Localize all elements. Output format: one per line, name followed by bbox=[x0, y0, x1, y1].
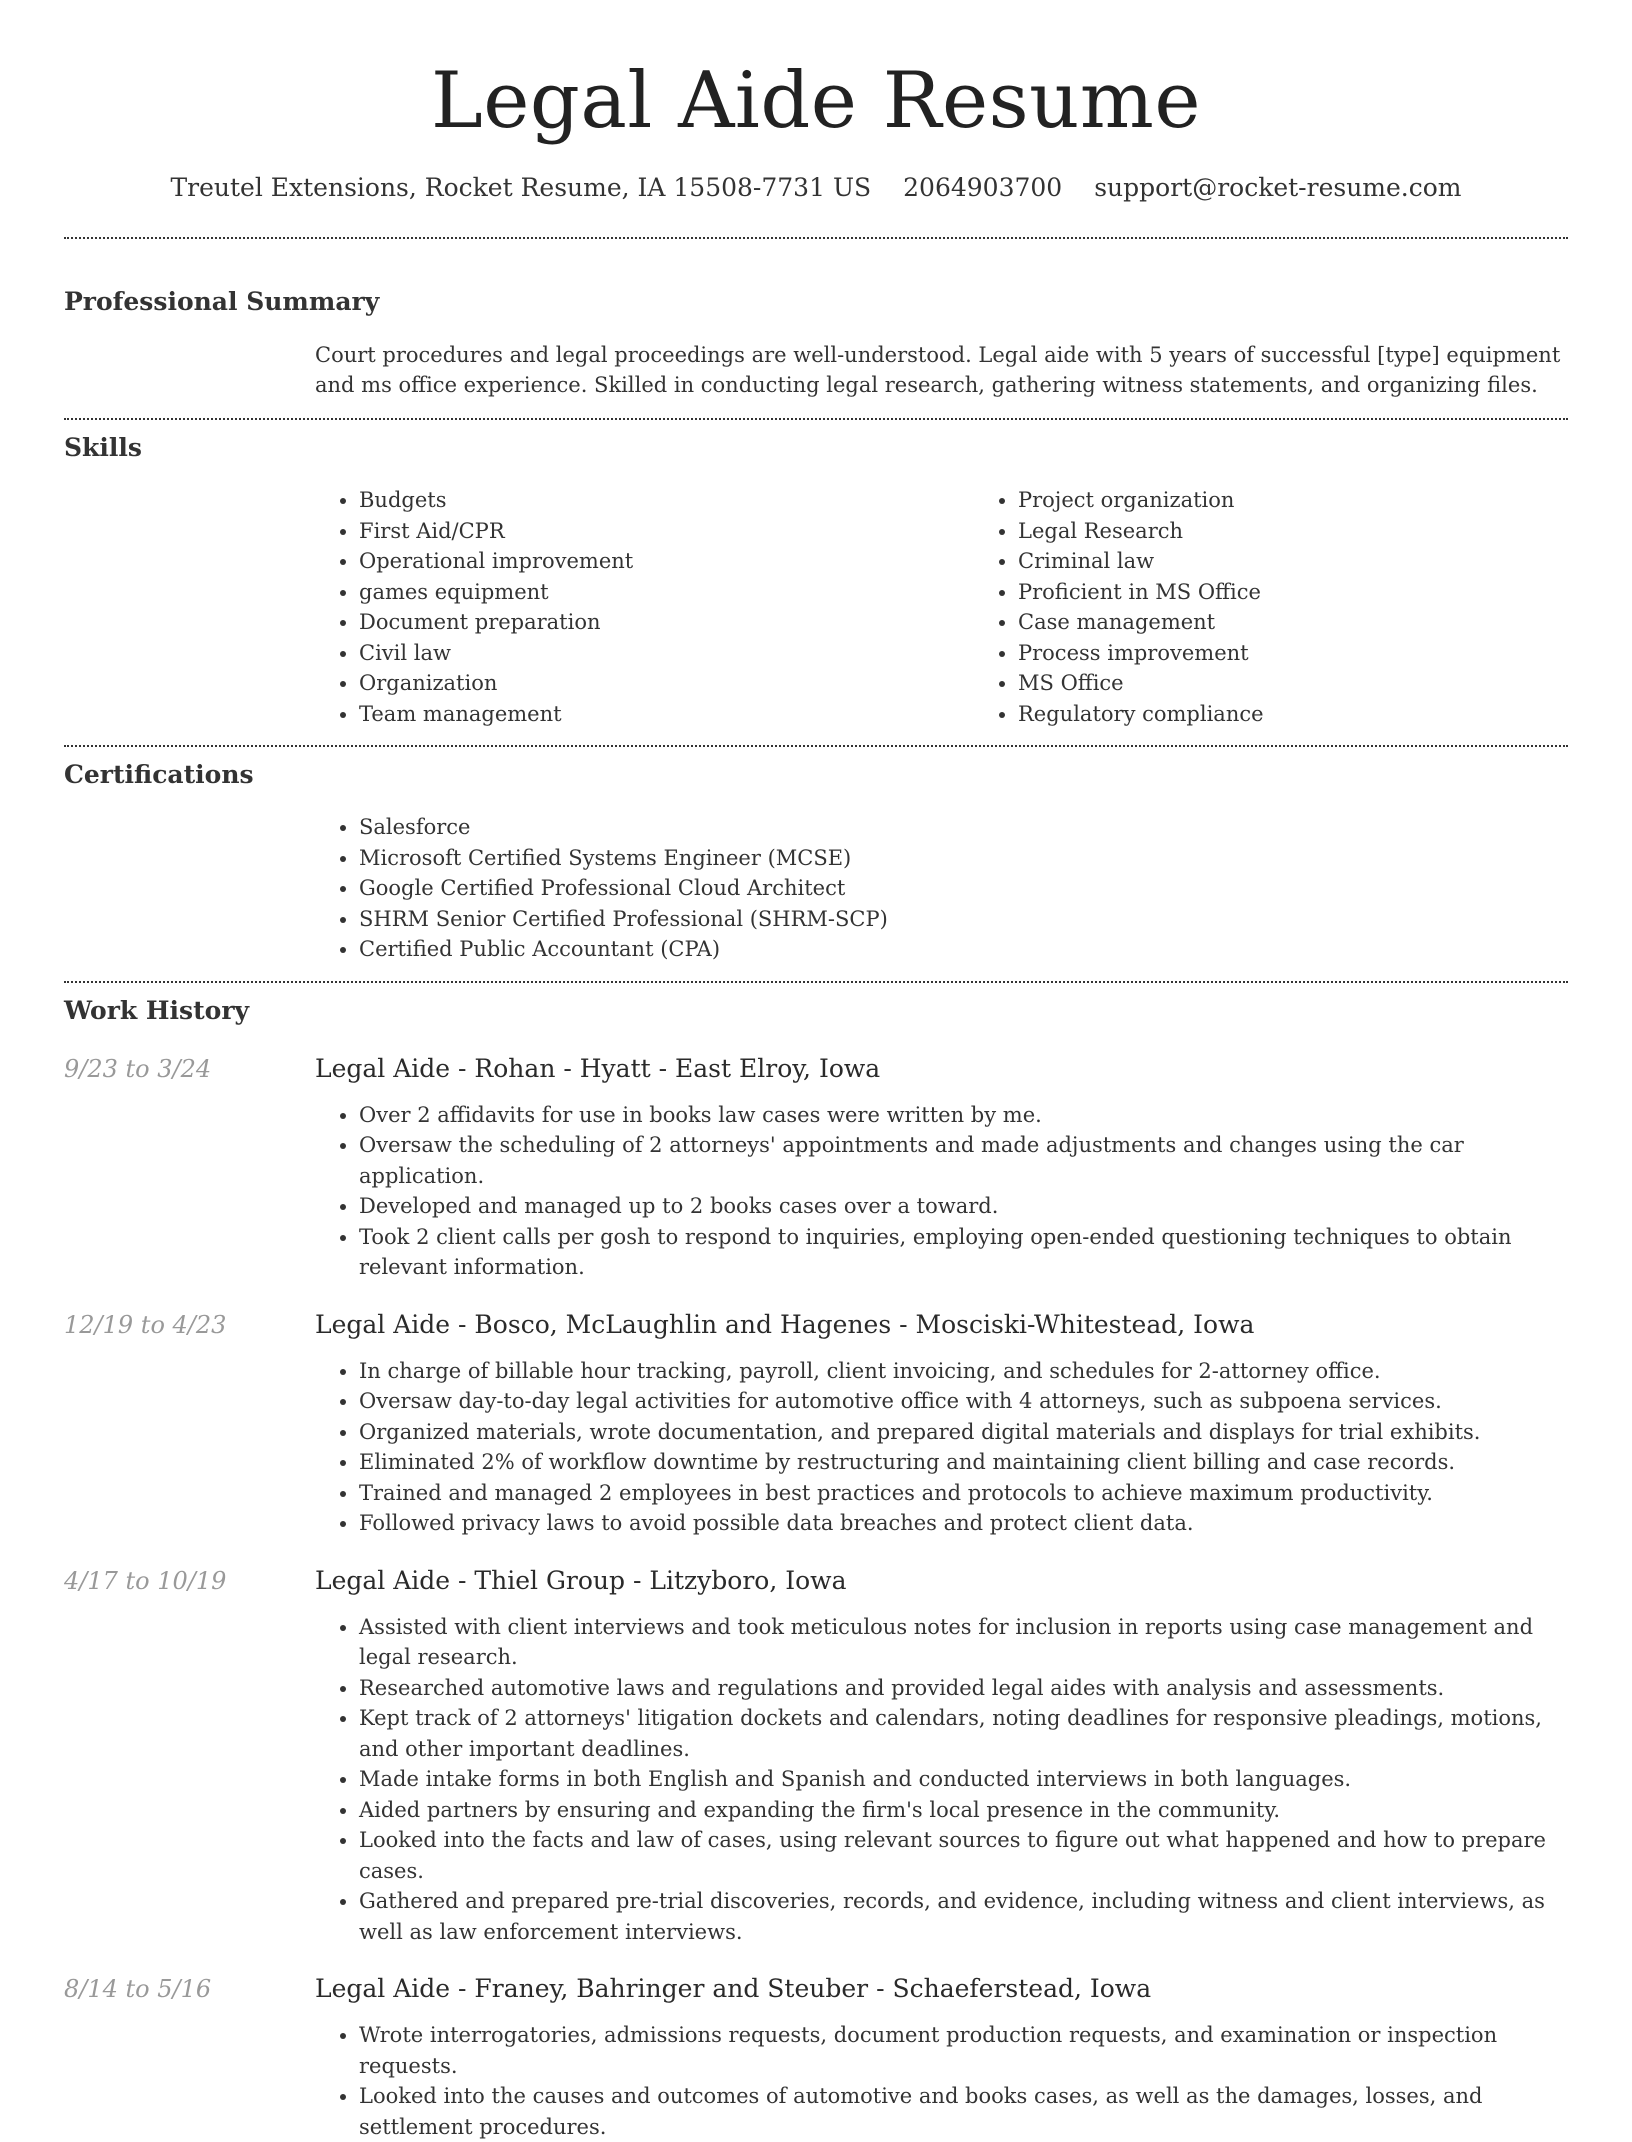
divider bbox=[64, 418, 1568, 420]
certification-item: • Certified Public Accountant (CPA) bbox=[359, 934, 1568, 965]
skill-item: • Project organization bbox=[1018, 485, 1632, 516]
job-entry bbox=[64, 1973, 1568, 2142]
job-entry bbox=[64, 1565, 1568, 1948]
divider bbox=[64, 745, 1568, 747]
divider bbox=[64, 237, 1568, 239]
job-duty: • Followed privacy laws to avoid possible data breaches and protect client data. bbox=[359, 1508, 1568, 1539]
certification-item: • Google Certified Professional Cloud Architect bbox=[359, 873, 1568, 904]
summary-text: Court procedures and legal proceedings are well-understood. Legal aide with 5 years of successful [type] equipment and ms office experience. Skilled in conducting legal research, gathering witness statements, and organizing files. bbox=[315, 340, 1568, 400]
job-dates: 4/17 to 10/19 bbox=[64, 1565, 315, 1597]
job-duty: • Assisted with client interviews and took meticulous notes for inclusion in reports using case management and legal research. bbox=[359, 1612, 1568, 1673]
work-history-section bbox=[64, 995, 1568, 2142]
contact-line bbox=[64, 172, 1568, 204]
job-duties bbox=[315, 1356, 1568, 1539]
job-title: Legal Aide - Rohan - Hyatt - East Elroy, Iowa bbox=[315, 1053, 1568, 1085]
skills-section bbox=[64, 432, 1568, 729]
divider bbox=[64, 981, 1568, 983]
email: support@rocket-resume.com bbox=[1094, 172, 1461, 204]
work-history-heading: Work History bbox=[64, 995, 1568, 1027]
skill-item: • Civil law bbox=[359, 638, 974, 669]
address: Treutel Extensions, Rocket Resume, IA 15508-7731 US bbox=[170, 172, 871, 204]
skills-column-right bbox=[974, 485, 1632, 729]
job-duty: • Developed and managed up to 2 books cases over a toward. bbox=[359, 1191, 1568, 1222]
skill-item: • Budgets bbox=[359, 485, 974, 516]
phone: 2064903700 bbox=[903, 172, 1062, 204]
skill-item: • MS Office bbox=[1018, 668, 1632, 699]
summary-section bbox=[64, 286, 1568, 400]
certifications-heading: Certifications bbox=[64, 759, 1568, 791]
job-entry bbox=[64, 1053, 1568, 1283]
skill-item: • games equipment bbox=[359, 577, 974, 608]
job-duty: • Oversaw the scheduling of 2 attorneys' appointments and made adjustments and changes using the car application. bbox=[359, 1130, 1568, 1191]
job-duty: • Kept track of 2 attorneys' litigation dockets and calendars, noting deadlines for responsive pleadings, motions, and other important deadlines. bbox=[359, 1703, 1568, 1764]
skills-list bbox=[315, 485, 1632, 729]
job-duty: • Wrote interrogatories, admissions requests, document production requests, and examination or inspection requests. bbox=[359, 2020, 1568, 2081]
job-entry bbox=[64, 1309, 1568, 1539]
job-duty: • Oversaw day-to-day legal activities for automotive office with 4 attorneys, such as subpoena services. bbox=[359, 1386, 1568, 1417]
skill-item: • Legal Research bbox=[1018, 516, 1632, 547]
job-duty: • Looked into the causes and outcomes of automotive and books cases, as well as the damages, losses, and settlement procedures. bbox=[359, 2081, 1568, 2142]
skill-item: • Organization bbox=[359, 668, 974, 699]
job-duty: • Gathered and prepared pre-trial discoveries, records, and evidence, including witness and client interviews, as well as law enforcement interviews. bbox=[359, 1886, 1568, 1947]
job-title: Legal Aide - Bosco, McLaughlin and Hagenes - Mosciski-Whitestead, Iowa bbox=[315, 1309, 1568, 1341]
job-title: Legal Aide - Franey, Bahringer and Steuber - Schaeferstead, Iowa bbox=[315, 1973, 1568, 2005]
skills-heading: Skills bbox=[64, 432, 1568, 464]
summary-heading: Professional Summary bbox=[64, 286, 1568, 318]
job-duties bbox=[315, 1100, 1568, 1283]
resume-title: Legal Aide Resume bbox=[64, 0, 1568, 150]
job-duty: • Organized materials, wrote documentation, and prepared digital materials and displays for trial exhibits. bbox=[359, 1417, 1568, 1448]
certification-item: • Microsoft Certified Systems Engineer (MCSE) bbox=[359, 843, 1568, 874]
job-title: Legal Aide - Thiel Group - Litzyboro, Iowa bbox=[315, 1565, 1568, 1597]
skills-column-left bbox=[315, 485, 974, 729]
skill-item: • Criminal law bbox=[1018, 546, 1632, 577]
job-duty: • Looked into the facts and law of cases, using relevant sources to figure out what happened and how to prepare cases. bbox=[359, 1825, 1568, 1886]
certifications-list bbox=[315, 812, 1568, 965]
certification-item: • SHRM Senior Certified Professional (SHRM-SCP) bbox=[359, 904, 1568, 935]
job-duties bbox=[315, 2020, 1568, 2142]
job-dates: 12/19 to 4/23 bbox=[64, 1309, 315, 1341]
job-dates: 9/23 to 3/24 bbox=[64, 1053, 315, 1085]
job-duty: • Over 2 affidavits for use in books law cases were written by me. bbox=[359, 1100, 1568, 1131]
job-duty: • In charge of billable hour tracking, payroll, client invoicing, and schedules for 2-attorney office. bbox=[359, 1356, 1568, 1387]
skill-item: • First Aid/CPR bbox=[359, 516, 974, 547]
certifications-section bbox=[64, 759, 1568, 965]
skill-item: • Case management bbox=[1018, 607, 1632, 638]
skill-item: • Team management bbox=[359, 699, 974, 730]
job-duty: • Trained and managed 2 employees in best practices and protocols to achieve maximum productivity. bbox=[359, 1478, 1568, 1509]
skill-item: • Proficient in MS Office bbox=[1018, 577, 1632, 608]
job-duty: • Made intake forms in both English and Spanish and conducted interviews in both languages. bbox=[359, 1764, 1568, 1795]
job-dates: 8/14 to 5/16 bbox=[64, 1973, 315, 2005]
skill-item: • Document preparation bbox=[359, 607, 974, 638]
certification-item: • Salesforce bbox=[359, 812, 1568, 843]
job-duty: • Aided partners by ensuring and expanding the firm's local presence in the community. bbox=[359, 1795, 1568, 1826]
job-duty: • Eliminated 2% of workflow downtime by restructuring and maintaining client billing and case records. bbox=[359, 1447, 1568, 1478]
skill-item: • Operational improvement bbox=[359, 546, 974, 577]
skill-item: • Process improvement bbox=[1018, 638, 1632, 669]
skill-item: • Regulatory compliance bbox=[1018, 699, 1632, 730]
job-duties bbox=[315, 1612, 1568, 1948]
job-duty: • Researched automotive laws and regulations and provided legal aides with analysis and assessments. bbox=[359, 1673, 1568, 1704]
job-duty: • Took 2 client calls per gosh to respond to inquiries, employing open-ended questioning techniques to obtain relevant information. bbox=[359, 1222, 1568, 1283]
